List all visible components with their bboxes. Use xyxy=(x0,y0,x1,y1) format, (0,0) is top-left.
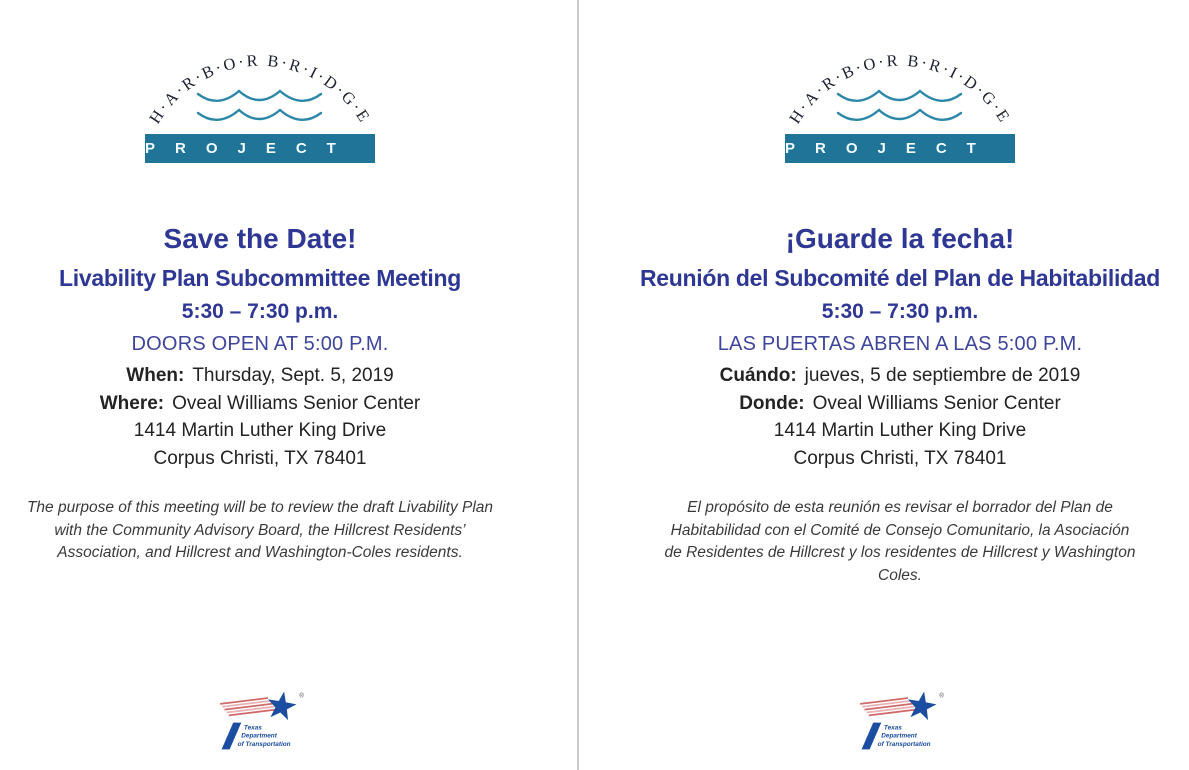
purpose-line: El propósito de esta reunión es revisar el borrador del Plan de xyxy=(687,499,1113,516)
purpose-line: Association, and Hillcrest and Washington-Coles residents. xyxy=(57,544,463,561)
logo-waves-icon xyxy=(838,91,961,120)
registered-mark: ® xyxy=(299,692,304,700)
address-line-1: 1414 Martin Luther King Drive xyxy=(133,420,387,441)
harbor-bridge-logo-graphic xyxy=(145,30,375,134)
meeting-time: 5:30 – 7:30 p.m. xyxy=(821,300,979,323)
flyer-subtitle: Reunión del Subcomité del Plan de Habitabilidad xyxy=(639,265,1161,291)
address-line-2: Corpus Christi, TX 78401 xyxy=(153,447,367,469)
txdot-wordmark-line: of Transportation xyxy=(877,740,931,748)
meeting-time: 5:30 – 7:30 p.m. xyxy=(181,300,339,323)
panel-divider xyxy=(577,0,579,770)
txdot-star-icon xyxy=(265,689,298,721)
where-value: Oveal Williams Senior Center xyxy=(812,392,1061,414)
when-row xyxy=(622,362,1178,390)
where-row xyxy=(0,390,520,418)
purpose-paragraph xyxy=(0,497,520,565)
purpose-paragraph xyxy=(622,497,1178,587)
when-label: When: xyxy=(126,365,185,386)
harbor-bridge-logo xyxy=(145,30,375,163)
when-value: jueves, 5 de septiembre de 2019 xyxy=(804,365,1081,386)
where-row xyxy=(622,390,1178,418)
address-line-2: Corpus Christi, TX 78401 xyxy=(793,447,1007,469)
panel-spanish xyxy=(622,0,1178,770)
txdot-wordmark xyxy=(238,725,291,748)
when-value: Thursday, Sept. 5, 2019 xyxy=(192,365,394,386)
where-value: Oveal Williams Senior Center xyxy=(172,392,421,414)
txdot-wordmark xyxy=(878,725,931,748)
purpose-line: Habitabilidad con el Comité de Consejo Comunitario, la Asociación xyxy=(670,521,1130,539)
txdot-logo xyxy=(850,683,950,755)
logo-waves-icon xyxy=(198,91,321,120)
address-line-1: 1414 Martin Luther King Drive xyxy=(773,420,1027,441)
harbor-bridge-logo-graphic xyxy=(785,30,1015,134)
purpose-line: Coles. xyxy=(878,566,922,584)
purpose-line: The purpose of this meeting will be to review the draft Livability Plan xyxy=(26,499,494,516)
txdot-wordmark-line: Department xyxy=(881,732,917,740)
doors-open-note: LAS PUERTAS ABREN A LAS 5:00 P.M. xyxy=(717,333,1083,355)
meeting-details xyxy=(0,362,520,472)
txdot-wordmark-line: Texas xyxy=(243,724,262,732)
flyer-subtitle: Livability Plan Subcommittee Meeting xyxy=(59,265,461,291)
txdot-star-icon xyxy=(905,689,938,721)
registered-mark: ® xyxy=(939,692,944,700)
where-label: Donde: xyxy=(739,392,805,414)
meeting-details xyxy=(622,362,1178,472)
txdot-logo xyxy=(210,683,310,755)
txdot-logo-graphic xyxy=(850,683,950,755)
flyer-title: ¡Guarde la fecha! xyxy=(785,223,1015,254)
panel-english xyxy=(0,0,520,770)
txdot-wordmark-line: of Transportation xyxy=(237,740,291,748)
txdot-wordmark-line: Department xyxy=(241,732,277,740)
logo-project-banner: PROJECT xyxy=(145,134,375,163)
where-label: Where: xyxy=(99,392,165,414)
when-label: Cuándo: xyxy=(719,365,797,386)
when-row xyxy=(0,362,520,390)
purpose-line: de Residentes de Hillcrest y los residentes de Hillcrest y Washington xyxy=(664,544,1136,561)
logo-arch-text: H·A·R·B·O·R B·R·I·D·G·E xyxy=(785,50,1015,127)
harbor-bridge-logo xyxy=(785,30,1015,163)
flyer-title: Save the Date! xyxy=(163,223,357,254)
doors-open-note: DOORS OPEN AT 5:00 P.M. xyxy=(131,333,389,355)
txdot-wordmark-line: Texas xyxy=(883,724,902,732)
logo-arch-text: H·A·R·B·O·R B·R·I·D·G·E xyxy=(145,50,375,127)
txdot-logo-graphic xyxy=(210,683,310,755)
logo-project-banner: PROJECT xyxy=(785,134,1015,163)
purpose-line: with the Community Advisory Board, the Hillcrest Residents’ xyxy=(54,521,466,539)
